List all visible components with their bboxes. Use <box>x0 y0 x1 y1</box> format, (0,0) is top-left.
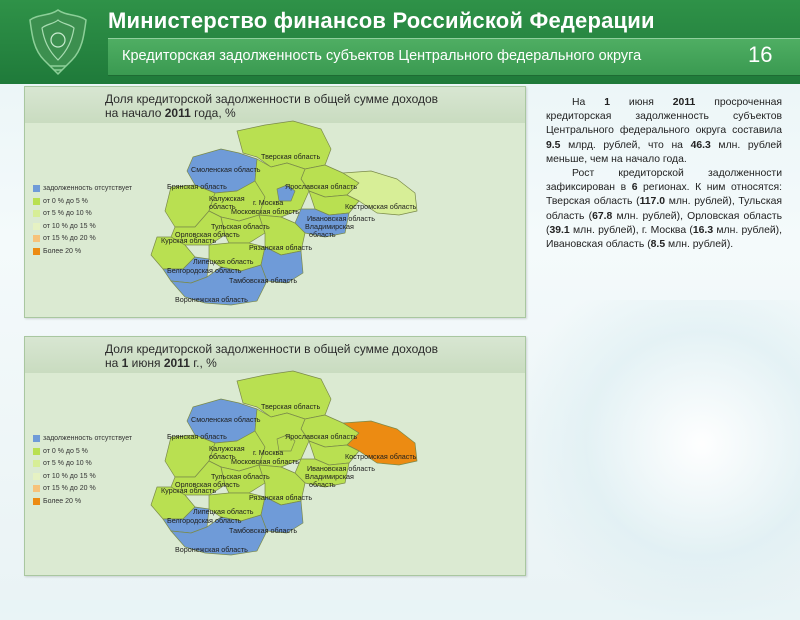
label-tver: Тверская область <box>261 402 321 411</box>
map-caption-line2: на начало 2011 года, % <box>105 106 236 120</box>
map-caption-line1: Доля кредиторской задолженности в общей сумме доходов <box>105 342 439 356</box>
cfd-map <box>25 87 525 317</box>
label-kostroma: Костромская область <box>345 202 417 211</box>
label-moscow-city: г. Москва <box>253 448 284 457</box>
label-moscow-obl: Московская область <box>231 457 300 466</box>
map-caption-line2: на 1 июня 2011 г., % <box>105 356 217 370</box>
slide-number: 16 <box>748 42 773 67</box>
summary-paragraph-2: Рост кредиторской задолженности зафиксирован в 6 регионах. К ним относятся: Тверская область (117.0 млн. рублей), Тульская область (67.8 млн. рублей), Орловская область (39.1 млн. рублей), г. Москва (16.3 млн. рублей), Ивановская область (8.5 млн. рублей). <box>546 168 783 251</box>
label-ryazan: Рязанская область <box>249 243 313 252</box>
label-kaluga: Калужская <box>209 444 245 453</box>
label-orel: Орловская область <box>175 230 240 239</box>
label-vladimir: Владимирская <box>305 222 354 231</box>
label-orel: Орловская область <box>175 480 240 489</box>
background-decoration <box>520 300 800 620</box>
label-vladimir-2: область <box>309 230 336 239</box>
label-bryansk: Брянская область <box>167 432 227 441</box>
label-moscow-obl: Московская область <box>231 207 300 216</box>
label-bryansk: Брянская область <box>167 182 227 191</box>
cfd-map <box>25 337 525 575</box>
label-kaluga: Калужская <box>209 194 245 203</box>
label-vladimir-2: область <box>309 480 336 489</box>
label-ivanovo: Ивановская область <box>307 464 375 473</box>
label-tula: Тульская область <box>211 472 270 481</box>
label-kursk: Курская область <box>161 236 217 245</box>
label-kaluga-2: область <box>209 202 236 211</box>
ministry-title: Министерство финансов Российской Федерации <box>108 8 655 33</box>
label-kostroma: Костромская область <box>345 452 417 461</box>
label-tambov: Тамбовская область <box>229 526 298 535</box>
label-belgorod: Белгородская область <box>167 516 242 525</box>
slide-title-bar <box>108 38 800 76</box>
ministry-emblem-icon <box>26 6 90 78</box>
label-yaroslavl: Ярославская область <box>285 432 358 441</box>
label-vladimir: Владимирская <box>305 472 354 481</box>
label-kursk: Курская область <box>161 486 217 495</box>
label-voronezh: Воронежская область <box>175 545 248 554</box>
label-yaroslavl: Ярославская область <box>285 182 358 191</box>
label-voronezh: Воронежская область <box>175 295 248 304</box>
label-ryazan: Рязанская область <box>249 493 313 502</box>
label-tver: Тверская область <box>261 152 321 161</box>
label-belgorod: Белгородская область <box>167 266 242 275</box>
slide-title: Кредиторская задолженность субъектов Центрального федерального округа <box>122 48 642 64</box>
map-caption-line1: Доля кредиторской задолженности в общей сумме доходов <box>105 92 439 106</box>
label-tula: Тульская область <box>211 222 270 231</box>
label-kaluga-2: область <box>209 452 236 461</box>
label-smolensk: Смоленская область <box>191 415 261 424</box>
map-panel-june-2011: Доля кредиторской задолженности в общей сумме доходов на 1 июня 2011 г., % задолженность отсутствует от 0 % до 5 % от 5 % до 10 % от 10 % до 15 % от 15 % до 20 % Более 20 % Тверская область Смоленская область Ярославская область Брянская область Калужская г. Москва Костромская область область Московская область Ивановская область Владимирская область Курская область Тульская область Орловская область Рязанская область Липецкая область Белгородская область Тамбовская область Воронежская область <box>24 336 526 576</box>
label-smolensk: Смоленская область <box>191 165 261 174</box>
label-lipetsk: Липецкая область <box>193 257 254 266</box>
label-tambov: Тамбовская область <box>229 276 298 285</box>
map-panel-start-2011: Доля кредиторской задолженности в общей сумме доходов на начало 2011 года, % задолженность отсутствует от 0 % до 5 % от 5 % до 10 % от 10 % до 15 % от 15 % до 20 % Более 20 % Тверская область Смоленская область Ярославская область Брянская область Калужская г. Москва Костромская область область Московская область Ивановская область Владимирская область Курская область Тульская область Орловская область Рязанская область Липецкая область Белгородская область Тамбовская область Воронежская область <box>24 86 526 318</box>
summary-text <box>546 96 782 252</box>
label-moscow-city: г. Москва <box>253 198 284 207</box>
header <box>0 0 800 84</box>
label-lipetsk: Липецкая область <box>193 507 254 516</box>
summary-paragraph-1: На 1 июня 2011 просроченная кредиторская задолженность субъектов Центрального федерального округа составила 9.5 млрд. рублей, что на 46.3 млн. рублей меньше, чем на начало года. <box>546 97 783 165</box>
label-ivanovo: Ивановская область <box>307 214 375 223</box>
